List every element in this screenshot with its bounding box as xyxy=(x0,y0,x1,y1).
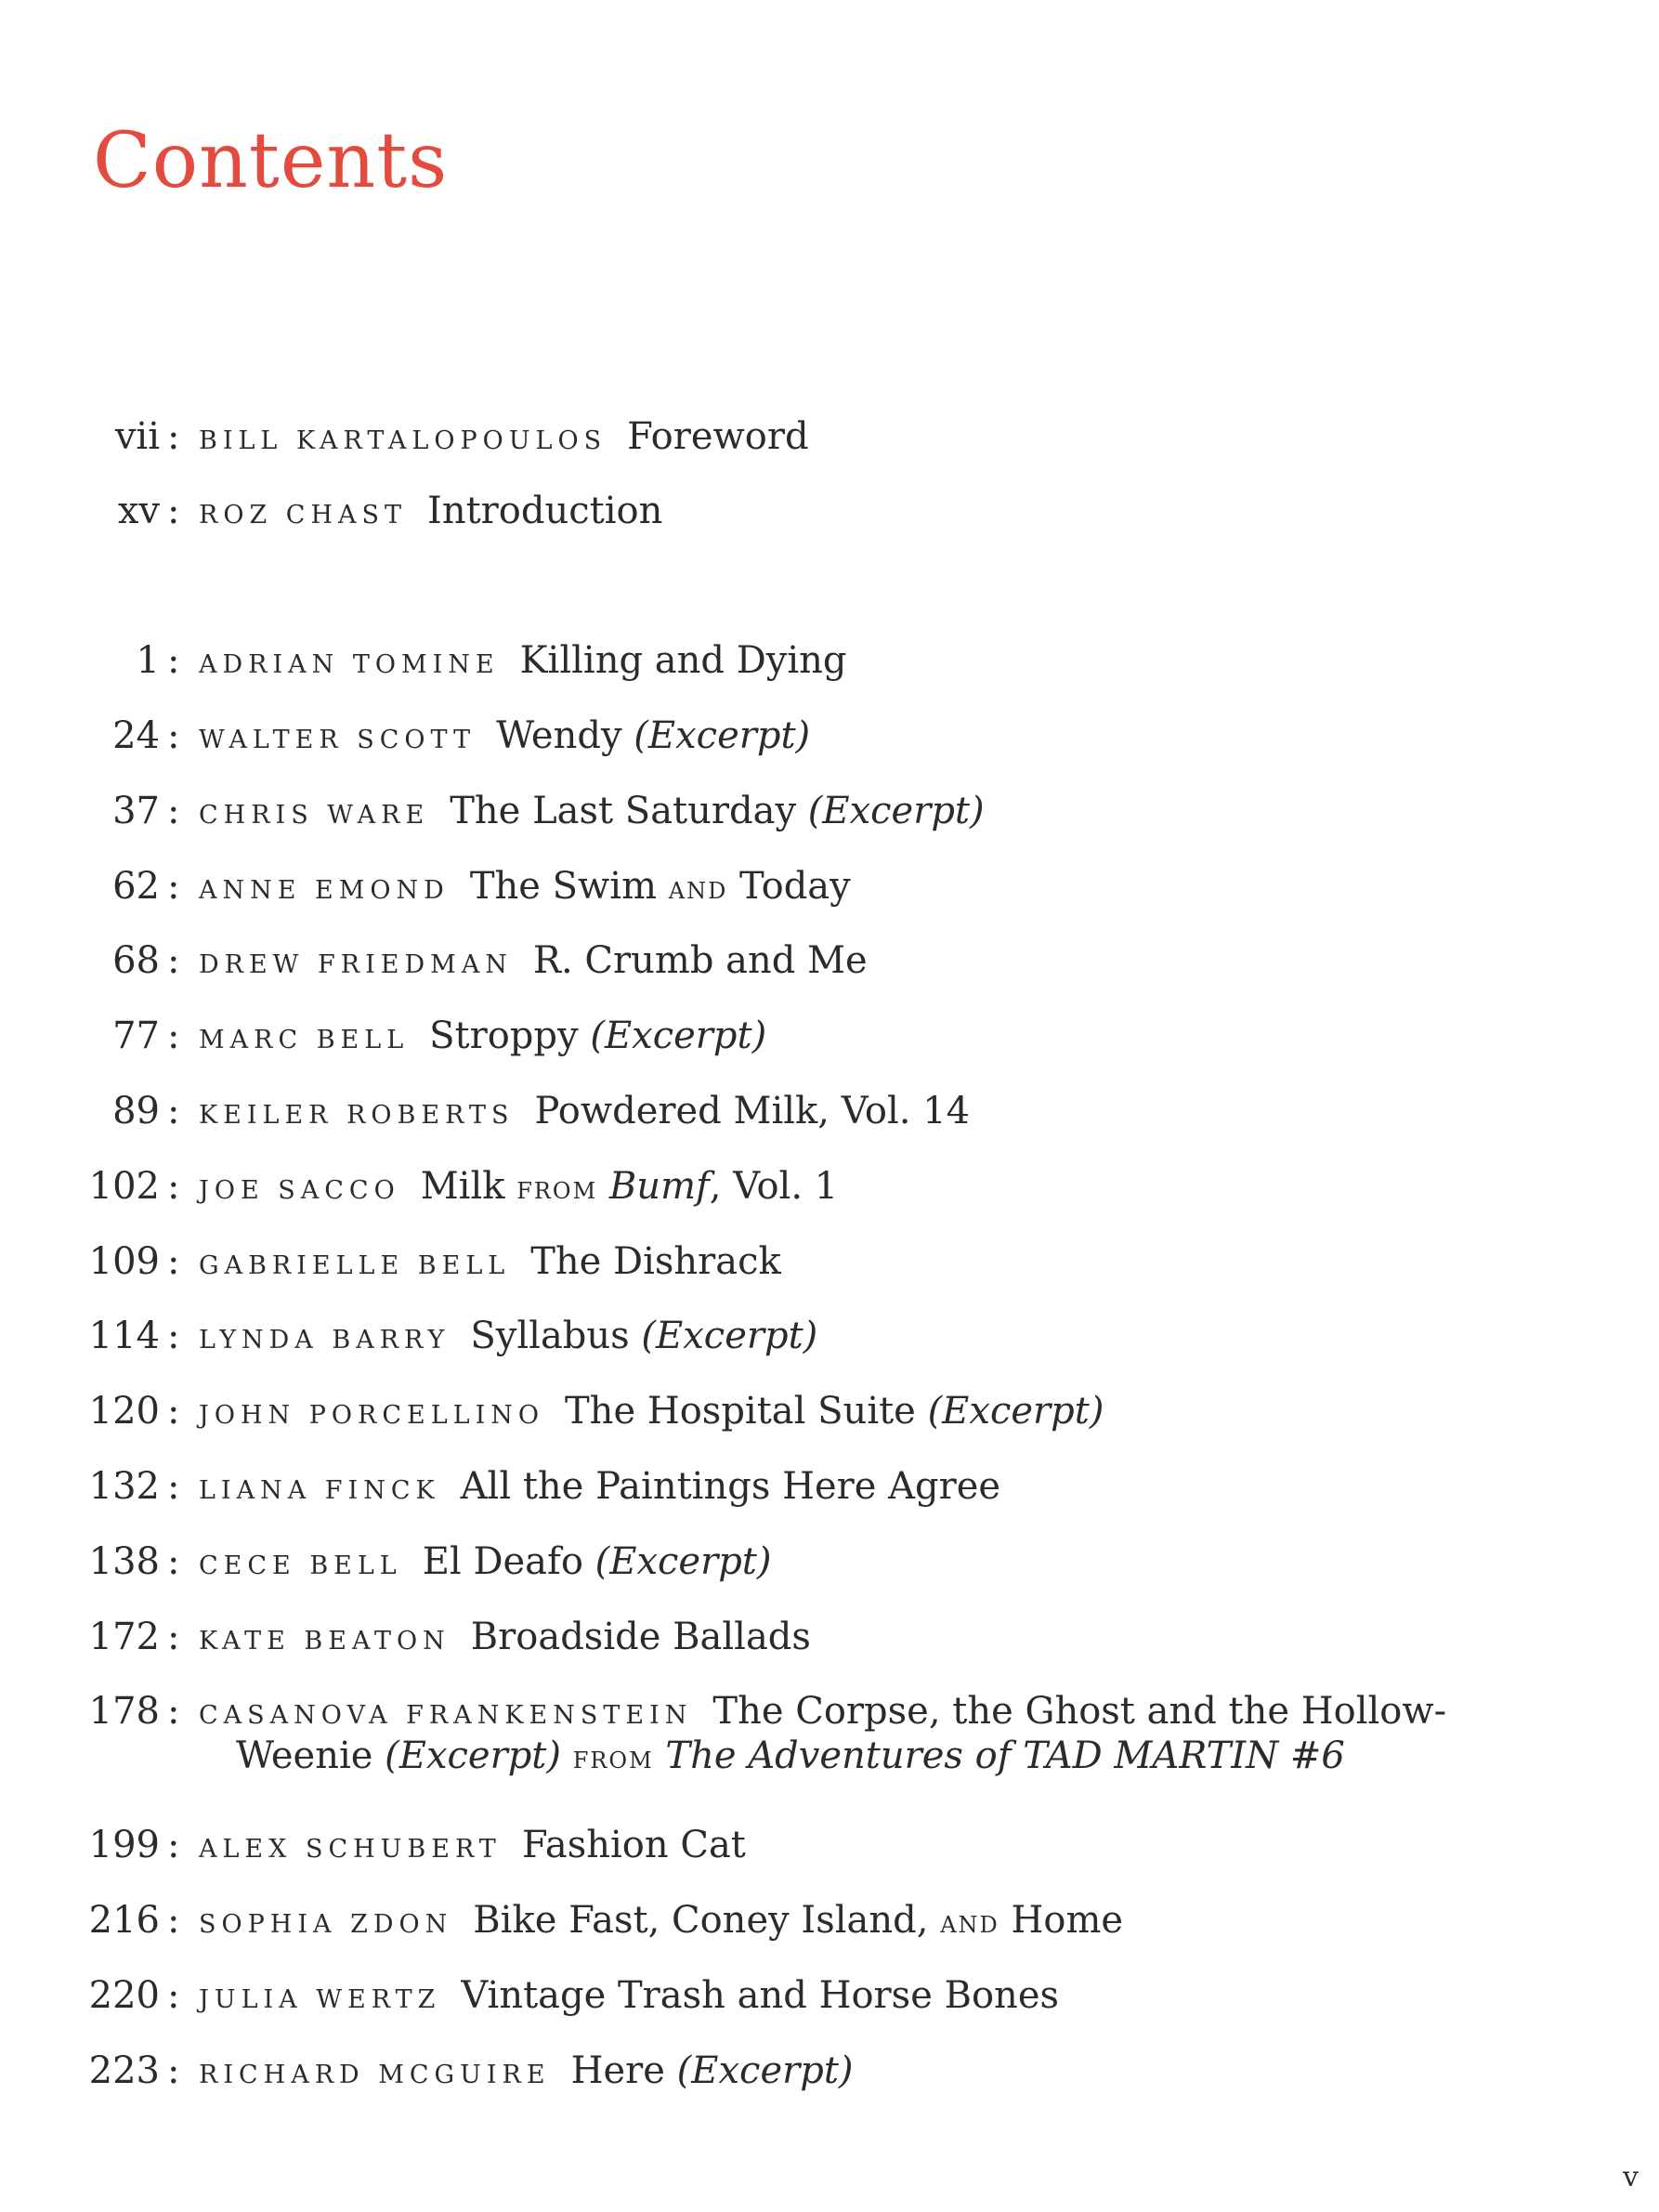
page-number: 24 xyxy=(112,714,160,757)
page-number: 223 xyxy=(88,2049,160,2092)
work-title: Syllabus xyxy=(470,1315,630,1357)
page-number: vii xyxy=(114,415,160,458)
page-number: 220 xyxy=(88,1974,160,2017)
work-title: The Corpse, the Ghost and the Hollow- xyxy=(712,1690,1447,1733)
joiner-word: FROM xyxy=(572,1747,654,1774)
page-number: 120 xyxy=(88,1390,160,1433)
author-name: ANNE EMOND xyxy=(199,876,450,905)
separator: : xyxy=(167,1240,180,1283)
work-title: The Last Saturday xyxy=(450,790,797,832)
author-name: BILL KARTALOPOULOS xyxy=(199,426,607,455)
excerpt-note: (Excerpt) xyxy=(927,1390,1104,1433)
page-number: 37 xyxy=(112,790,160,832)
author-name: WALTER SCOTT xyxy=(199,726,477,754)
work-title: The Hospital Suite xyxy=(565,1390,916,1433)
separator: : xyxy=(167,415,180,458)
author-name: ROZ CHAST xyxy=(199,501,408,530)
work-title-second: Today xyxy=(739,865,851,908)
excerpt-note: (Excerpt) xyxy=(594,1540,772,1583)
page-number: 132 xyxy=(88,1465,160,1508)
separator: : xyxy=(167,1974,180,2017)
work-title: Stroppy xyxy=(429,1014,579,1057)
excerpt-note: (Excerpt) xyxy=(676,2049,854,2092)
joiner-word: FROM xyxy=(516,1178,598,1204)
work-title: Introduction xyxy=(427,490,663,532)
work-title: Broadside Ballads xyxy=(470,1616,811,1658)
work-title: Bike Fast, Coney Island, xyxy=(473,1899,929,1942)
excerpt-note: (Excerpt) xyxy=(641,1315,818,1357)
author-name: JULIA WERTZ xyxy=(199,1985,441,2014)
separator: : xyxy=(167,1390,180,1433)
author-name: JOHN PORCELLINO xyxy=(199,1401,544,1430)
separator: : xyxy=(167,939,180,982)
author-name: ALEX SCHUBERT xyxy=(199,1835,502,1864)
separator: : xyxy=(167,790,180,832)
page-number: 178 xyxy=(88,1690,160,1733)
page-number: 216 xyxy=(88,1899,160,1942)
author-name: JOE SACCO xyxy=(199,1176,400,1205)
joiner-word: AND xyxy=(940,1912,999,1938)
work-title: Fashion Cat xyxy=(521,1824,746,1866)
page-number: 1 xyxy=(136,639,160,682)
author-name: RICHARD MCGUIRE xyxy=(199,2061,551,2089)
author-name: SOPHIA ZDON xyxy=(199,1910,453,1939)
author-name: GABRIELLE BELL xyxy=(199,1251,511,1280)
separator: : xyxy=(167,490,180,532)
separator: : xyxy=(167,1540,180,1583)
separator: : xyxy=(167,1824,180,1866)
work-title: El Deafo xyxy=(422,1540,583,1583)
author-name: MARC BELL xyxy=(199,1026,410,1054)
author-name: KATE BEATON xyxy=(199,1627,451,1656)
separator: : xyxy=(167,1690,180,1733)
page-number: 138 xyxy=(88,1540,160,1583)
excerpt-note: (Excerpt) xyxy=(634,714,811,757)
separator: : xyxy=(167,1014,180,1057)
source-volume: , Vol. 1 xyxy=(709,1165,839,1208)
work-title: Here xyxy=(570,2049,665,2092)
separator: : xyxy=(167,2049,180,2092)
work-title: Milk xyxy=(420,1165,505,1208)
work-title-second: Home xyxy=(1011,1899,1124,1942)
source-title: The Adventures of TAD MARTIN #6 xyxy=(665,1734,1345,1777)
page-title: Contents xyxy=(93,116,449,205)
page-folio: v xyxy=(1623,2161,1639,2193)
work-title: Wendy xyxy=(496,714,622,757)
separator: : xyxy=(167,639,180,682)
separator: : xyxy=(167,1165,180,1208)
author-name: CECE BELL xyxy=(199,1551,402,1580)
author-name: CASANOVA FRANKENSTEIN xyxy=(199,1701,693,1730)
author-name: LIANA FINCK xyxy=(199,1476,440,1505)
page-number: xv xyxy=(117,490,160,532)
separator: : xyxy=(167,1899,180,1942)
page-number: 172 xyxy=(88,1616,160,1658)
work-title: All the Paintings Here Agree xyxy=(460,1465,1001,1508)
work-title: R. Crumb and Me xyxy=(532,939,868,982)
separator: : xyxy=(167,1465,180,1508)
separator: : xyxy=(167,1090,180,1132)
work-title: The Swim xyxy=(469,865,658,908)
excerpt-note: (Excerpt) xyxy=(590,1014,767,1057)
author-name: CHRIS WARE xyxy=(199,801,430,830)
excerpt-note: (Excerpt) xyxy=(385,1734,561,1777)
page-number: 102 xyxy=(88,1165,160,1208)
page-number: 77 xyxy=(112,1014,160,1057)
work-title: Foreword xyxy=(627,415,809,458)
work-title: Killing and Dying xyxy=(519,639,847,682)
separator: : xyxy=(167,865,180,908)
work-title: Powdered Milk, Vol. 14 xyxy=(534,1090,971,1132)
separator: : xyxy=(167,1616,180,1658)
separator: : xyxy=(167,714,180,757)
work-title-continued: Weenie xyxy=(236,1734,373,1777)
page-number: 62 xyxy=(112,865,160,908)
work-title: Vintage Trash and Horse Bones xyxy=(461,1974,1060,2017)
joiner-word: AND xyxy=(668,878,728,904)
separator: : xyxy=(167,1315,180,1357)
excerpt-note: (Excerpt) xyxy=(807,790,985,832)
author-name: ADRIAN TOMINE xyxy=(199,650,500,679)
page-number: 109 xyxy=(88,1240,160,1283)
author-name: DREW FRIEDMAN xyxy=(199,950,513,979)
author-name: LYNDA BARRY xyxy=(199,1326,451,1355)
page-number: 199 xyxy=(88,1824,160,1866)
source-title: Bumf xyxy=(608,1165,710,1208)
author-name: KEILER ROBERTS xyxy=(199,1101,515,1130)
page-number: 89 xyxy=(112,1090,160,1132)
entry-continuation xyxy=(236,1734,1345,1783)
page-number: 68 xyxy=(112,939,160,982)
page-number: 114 xyxy=(88,1315,160,1357)
work-title: The Dishrack xyxy=(530,1240,781,1283)
